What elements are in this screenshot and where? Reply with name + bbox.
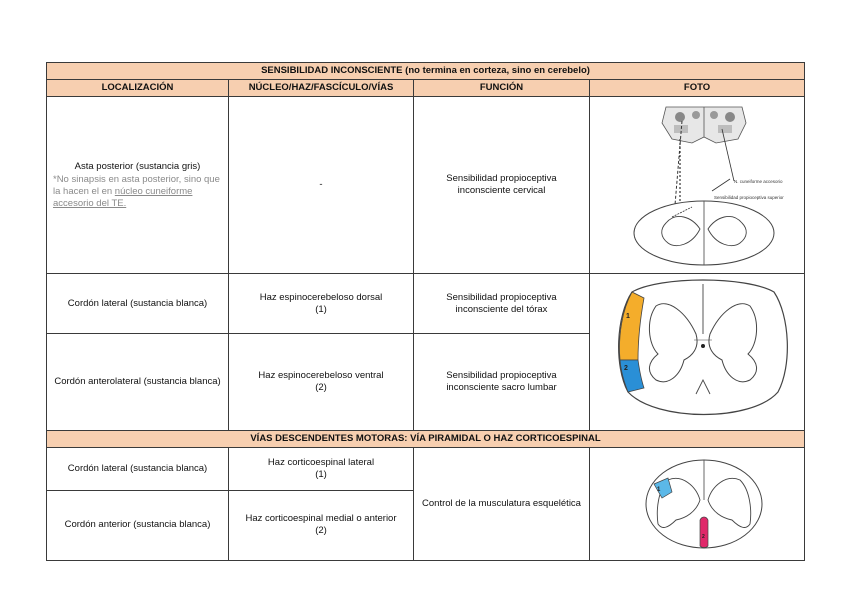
section-title-motor: VÍAS DESCENDENTES MOTORAS: VÍA PIRAMIDAL O HAZ CORTICOESPINAL <box>47 431 805 448</box>
label-cuneiform: N. cuneiforme accesorio <box>734 179 783 184</box>
note-link[interactable]: núcleo cuneiforme accesorio del TE. <box>53 185 193 209</box>
cell-function: Sensibilidad propioceptiva inconsciente sacro lumbar <box>414 334 590 431</box>
cell-photo <box>590 448 805 561</box>
spinocerebellar-figure <box>596 276 810 424</box>
corticospinal-figure <box>596 450 810 554</box>
marker-1: 1 <box>657 487 661 493</box>
location-note <box>53 174 222 210</box>
marker-1: 1 <box>626 313 630 320</box>
cell-location: Cordón lateral (sustancia blanca) <box>47 274 229 334</box>
nucleus-number: (1) <box>315 468 327 480</box>
nucleus-name: Haz corticoespinal lateral <box>267 456 375 468</box>
cell-function: Sensibilidad propioceptiva inconsciente del tórax <box>414 274 590 334</box>
cell-nucleus <box>229 448 414 491</box>
cell-function: Control de la musculatura esquelética <box>414 448 590 561</box>
tract-2-anterior <box>700 517 708 548</box>
note-text: *No sinapsis en asta posterior, sino que la hacen el en <box>53 173 220 197</box>
cell-nucleus <box>229 334 414 431</box>
cell-location: Cordón anterolateral (sustancia blanca) <box>47 334 229 431</box>
table-row <box>47 448 805 491</box>
location-text: Asta posterior (sustancia gris) <box>74 160 201 172</box>
cell-location: Cordón anterior (sustancia blanca) <box>47 490 229 560</box>
header-location: LOCALIZACIÓN <box>47 80 229 97</box>
nucleus-name: Haz espinocerebeloso dorsal <box>259 291 383 303</box>
brainstem-section <box>662 107 746 143</box>
cell-nucleus <box>229 490 414 560</box>
spinal-cord-cervical-figure <box>596 99 810 267</box>
header-function: FUNCIÓN <box>414 80 590 97</box>
spinal-cord-section <box>634 201 774 265</box>
nucleus-number: (2) <box>315 382 327 394</box>
cell-nucleus <box>229 274 414 334</box>
nucleus-number: (1) <box>315 303 327 315</box>
header-photo: FOTO <box>590 80 805 97</box>
cell-location <box>47 97 229 274</box>
cell-photo <box>590 274 805 431</box>
marker-2: 2 <box>702 534 705 540</box>
marker-2: 2 <box>624 365 628 372</box>
section-title-unconscious: SENSIBILIDAD INCONSCIENTE (no termina en corteza, sino en cerebelo) <box>47 63 805 80</box>
nucleus-number: (2) <box>315 525 327 537</box>
table-row <box>47 274 805 334</box>
sensitivity-table <box>46 62 805 561</box>
cell-nucleus: - <box>229 97 414 274</box>
nucleus-name: Haz espinocerebeloso ventral <box>258 370 384 382</box>
table-row <box>47 97 805 274</box>
header-nucleus: NÚCLEO/HAZ/FASCÍCULO/VÍAS <box>229 80 414 97</box>
cell-location: Cordón lateral (sustancia blanca) <box>47 448 229 491</box>
nucleus-name: Haz corticoespinal medial o anterior <box>245 513 397 525</box>
cell-photo <box>590 97 805 274</box>
label-superior: Sensibilidad propioceptiva superior <box>714 195 784 200</box>
cell-function: Sensibilidad propioceptiva inconsciente cervical <box>414 97 590 274</box>
